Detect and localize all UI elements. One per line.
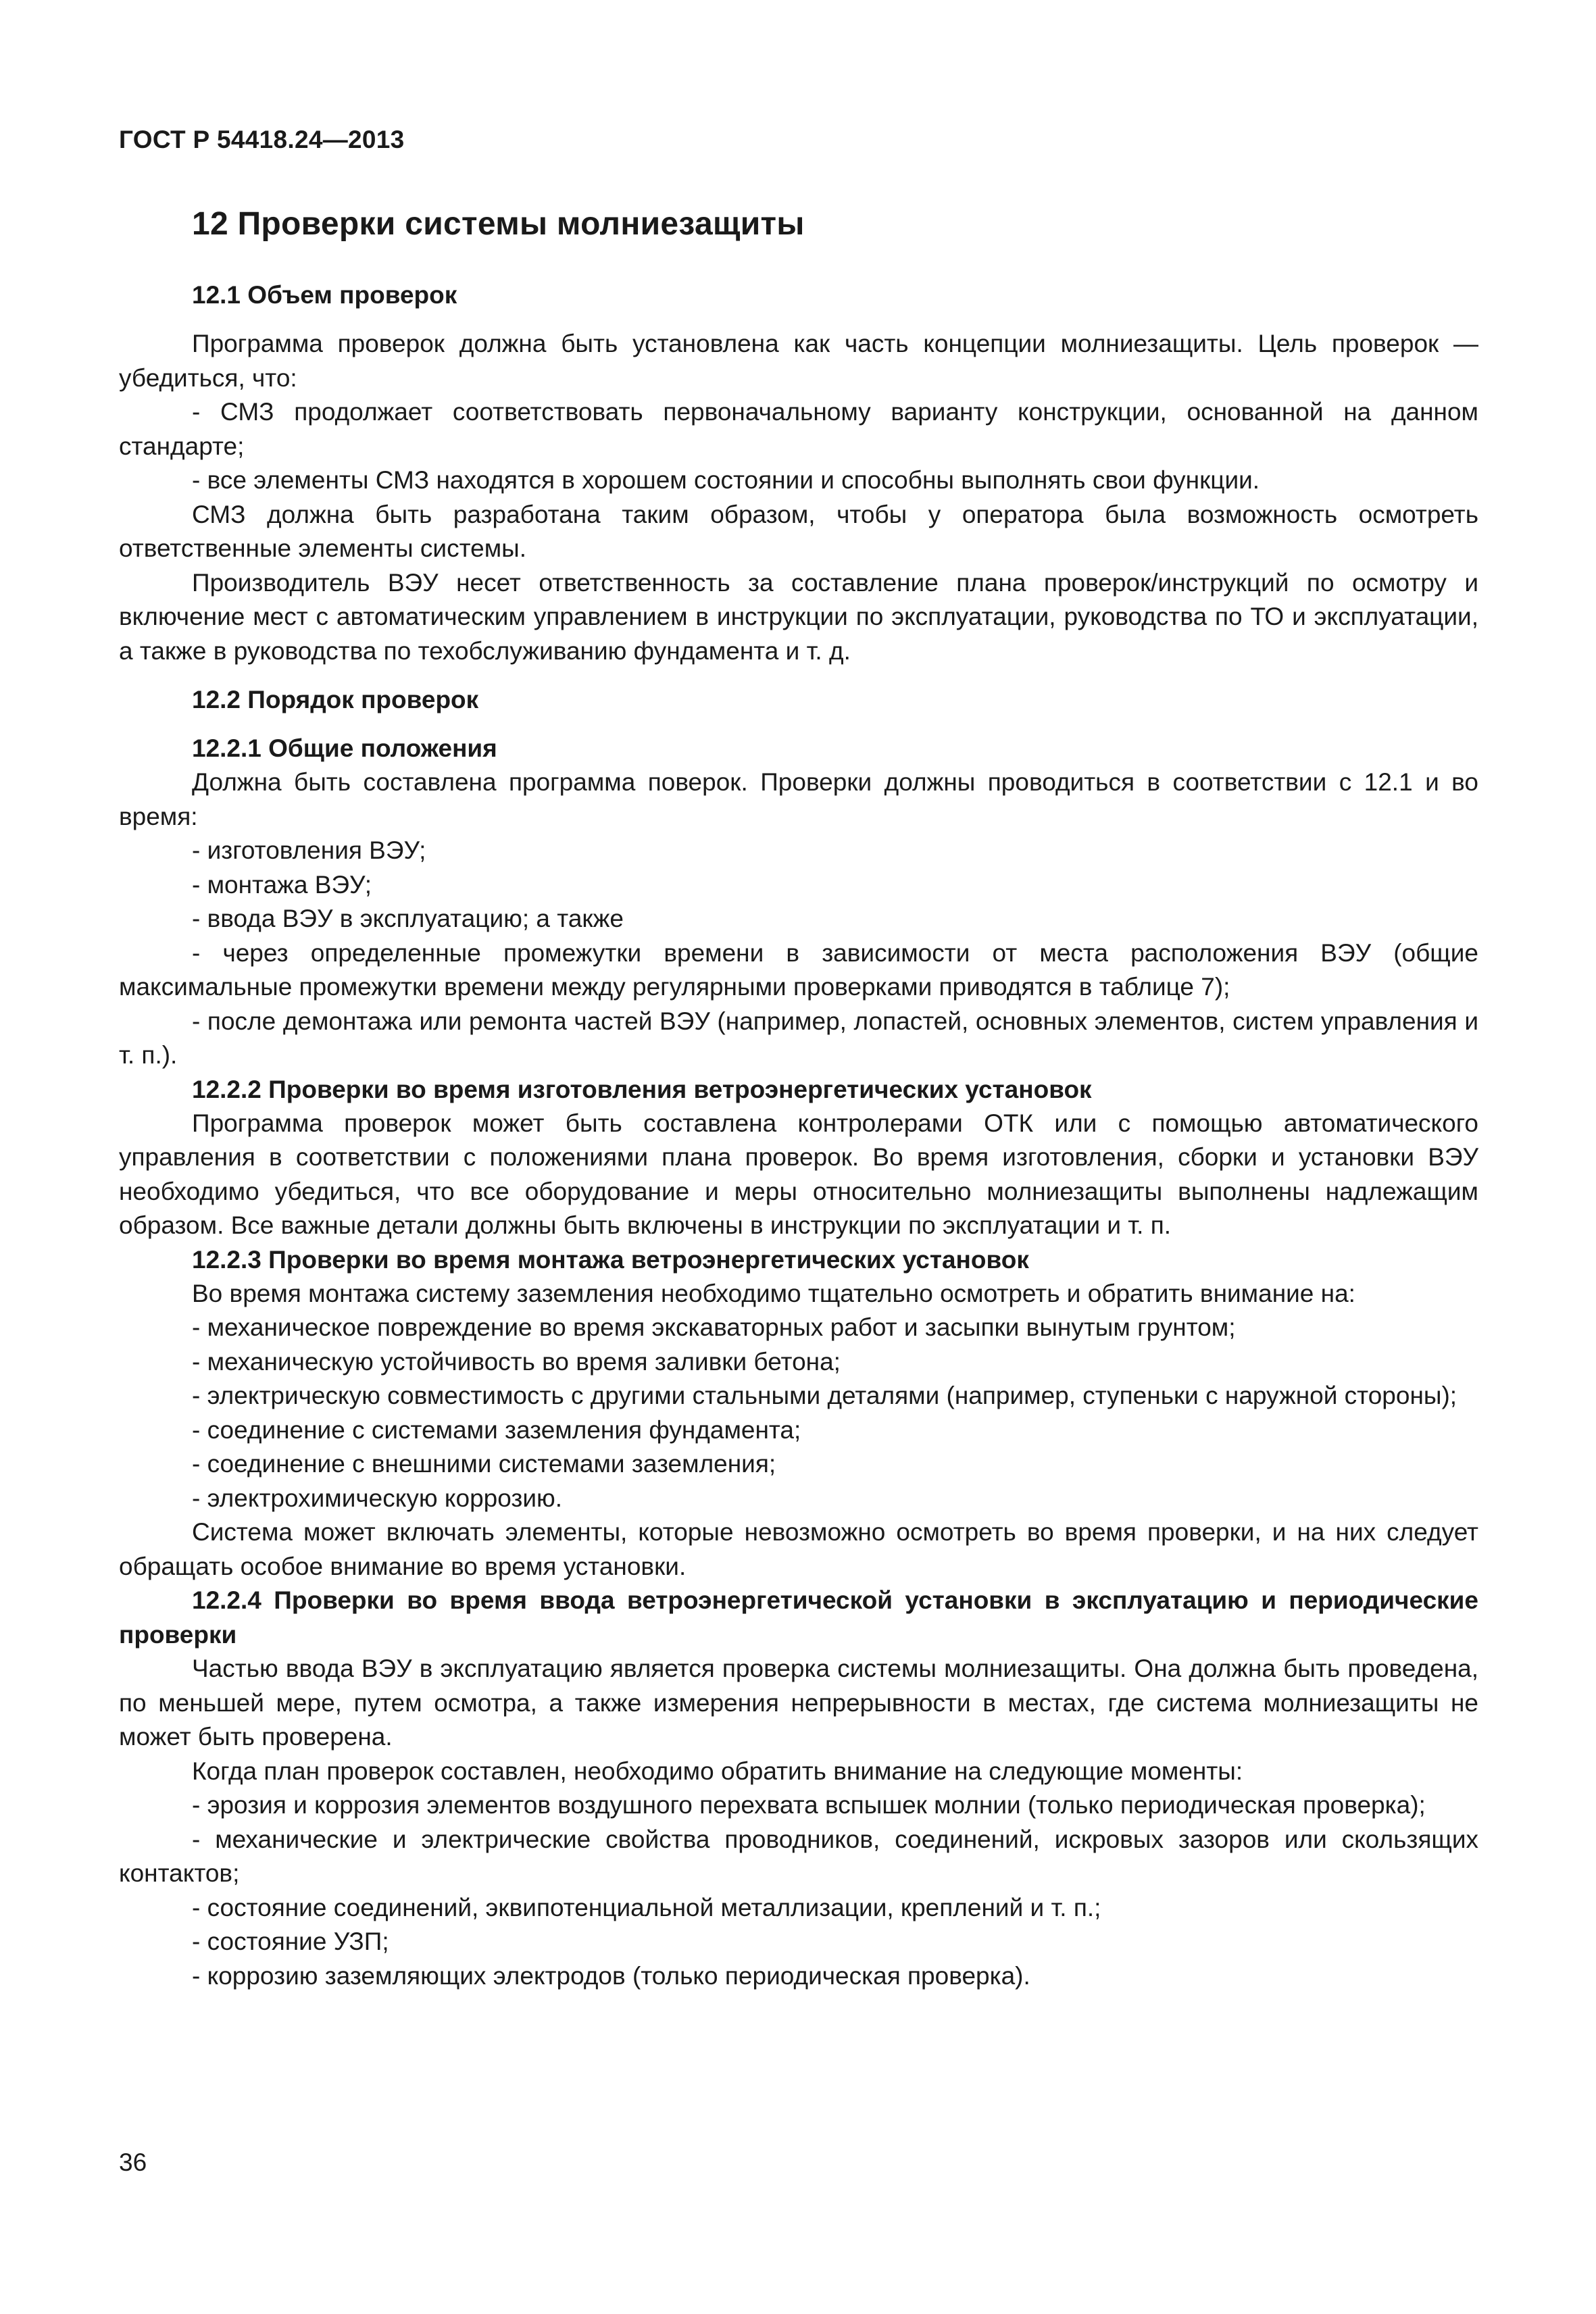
paragraph: Во время монтажа систему заземления необходимо тщательно осмотреть и обратить внимание на:: [192, 1279, 1355, 1307]
list-item: - соединение с внешними системами заземления;: [192, 1450, 776, 1478]
list-item: - электрическую совместимость с другими стальными деталями (например, ступеньки с наружной стороны);: [192, 1382, 1457, 1409]
subsection-title-12-2-1: 12.2.1 Общие положения: [192, 734, 497, 762]
subsection-title-12-2-4: 12.2.4 Проверки во время ввода ветроэнергетической установки в эксплуатацию и периодические проверки: [119, 1586, 1478, 1649]
list-item: - ввода ВЭУ в эксплуатацию; а также: [192, 905, 624, 932]
list-item: - все элементы СМЗ находятся в хорошем состоянии и способны выполнять свои функции.: [192, 466, 1260, 494]
list-item: - изготовления ВЭУ;: [192, 836, 426, 864]
paragraph: Программа проверок должна быть установлена как часть концепции молниезащиты. Цель проверок — убедиться, что:: [119, 330, 1478, 392]
list-item: - после демонтажа или ремонта частей ВЭУ (например, лопастей, основных элементов, систем управления и т. п.).: [119, 1007, 1478, 1069]
list-item: - состояние соединений, эквипотенциальной металлизации, креплений и т. п.;: [192, 1893, 1101, 1921]
list-item: - СМЗ продолжает соответствовать первоначальному варианту конструкции, основанной на данном стандарте;: [119, 398, 1478, 460]
list-item: - электрохимическую коррозию.: [192, 1484, 563, 1512]
subsection-title-12-2-3: 12.2.3 Проверки во время монтажа ветроэнергетических установок: [192, 1245, 1029, 1274]
paragraph: Производитель ВЭУ несет ответственность за составление плана проверок/инструкций по осмотру и включение мест с автоматическим управлением в инструкции по эксплуатации, руководства по ТО и эксплуатации, а также в руководства по техобслуживанию фундамента и т. д.: [119, 568, 1478, 665]
list-item: - через определенные промежутки времени в зависимости от места расположения ВЭУ (общие максимальные промежутки времени между регулярными проверками приводятся в таблице 7);: [119, 938, 1478, 1001]
list-item: - механическую устойчивость во время заливки бетона;: [192, 1347, 841, 1376]
list-item: - механические и электрические свойства проводников, соединений, искровых зазоров или скользящих контактов;: [119, 1825, 1478, 1887]
list-item: - состояние УЗП;: [192, 1928, 389, 1955]
paragraph: Должна быть составлена программа поверок. Проверки должны проводиться в соответствии с 12.1 и во время:: [119, 768, 1478, 830]
list-item: - коррозию заземляющих электродов (только периодическая проверка).: [192, 1961, 1030, 1990]
list-item: - монтажа ВЭУ;: [192, 870, 372, 899]
document-code: ГОСТ Р 54418.24—2013: [119, 126, 405, 153]
list-item: - механическое повреждение во время экскаваторных работ и засыпки вынутым грунтом;: [192, 1313, 1236, 1341]
paragraph: Система может включать элементы, которые невозможно осмотреть во время проверки, и на них следует обращать особое внимание во время установки.: [119, 1518, 1478, 1580]
paragraph: СМЗ должна быть разработана таким образом, чтобы у оператора была возможность осмотреть ответственные элементы системы.: [119, 500, 1478, 562]
paragraph: Программа проверок может быть составлена контролерами ОТК или с помощью автоматического управления в соответствии с положениями плана проверок. Во время изготовления, сборки и установки ВЭУ необходимо убедиться, что все оборудование и меры относительно молниезащиты выполнены надлежащим образом. Все важные детали должны быть включены в инструкции по эксплуатации и т. п.: [119, 1109, 1478, 1239]
subsection-title-12-2: 12.2 Порядок проверок: [192, 686, 479, 713]
list-item: - эрозия и коррозия элементов воздушного перехвата вспышек молнии (только периодическая проверка);: [192, 1791, 1426, 1819]
paragraph: Частью ввода ВЭУ в эксплуатацию является проверка системы молниезащиты. Она должна быть проведена, по меньшей мере, путем осмотра, а также измерения непрерывности в местах, где система молниезащиты не может быть проверена.: [119, 1655, 1478, 1751]
section-title: 12 Проверки системы молниезащиты: [192, 206, 805, 242]
list-item: - соединение с системами заземления фундамента;: [192, 1415, 801, 1444]
paragraph: Когда план проверок составлен, необходимо обратить внимание на следующие моменты:: [192, 1757, 1243, 1785]
page-number: 36: [119, 2148, 147, 2176]
document-body: [119, 204, 1478, 1993]
subsection-title-12-2-2: 12.2.2 Проверки во время изготовления ветроэнергетических установок: [192, 1075, 1092, 1103]
subsection-title-12-1: 12.1 Объем проверок: [192, 281, 457, 309]
